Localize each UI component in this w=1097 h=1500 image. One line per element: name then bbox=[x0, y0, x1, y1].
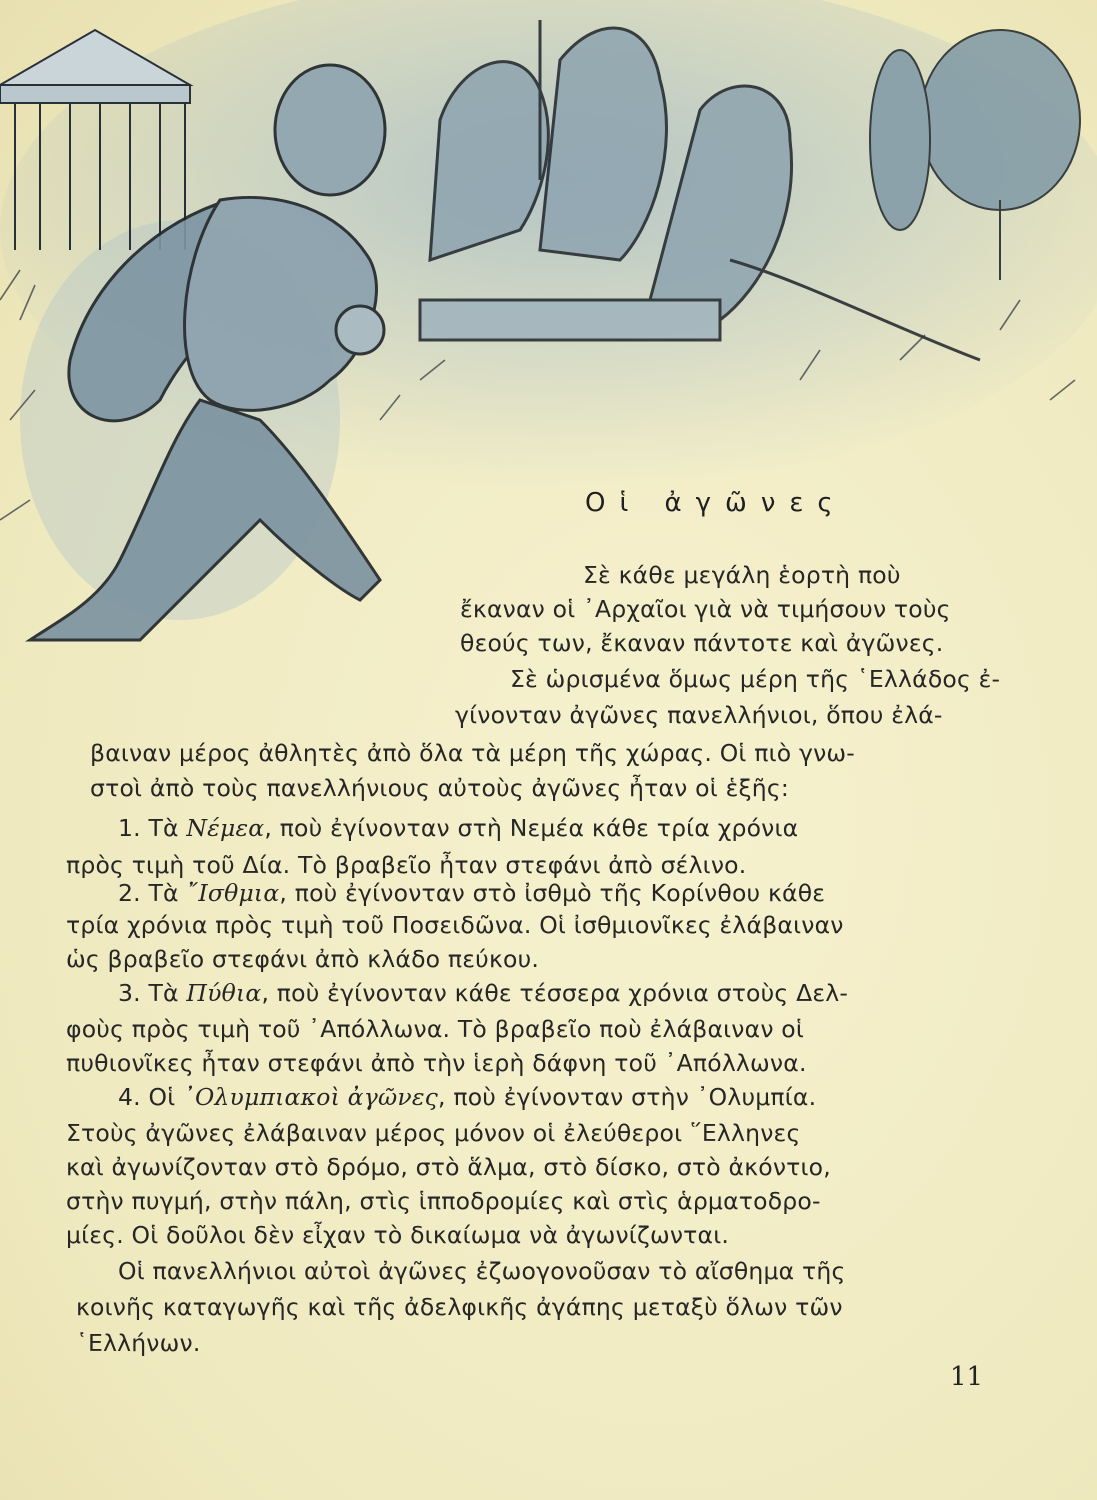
text-line: κοινῆς καταγωγῆς καὶ τῆς ἀδελφικῆς ἀγάπης μεταξὺ ὅλων τῶν bbox=[76, 1293, 843, 1321]
text-line: φοὺς πρὸς τιμὴ τοῦ ᾿Απόλλωνα. Τὸ βραβεῖο ποὺ ἐλάβαιναν οἱ bbox=[66, 1015, 805, 1043]
text-line: πυθιονῖκες ἦταν στεφάνι ἀπὸ τὴν ἱερὴ δάφνη τοῦ ᾿Απόλλωνα. bbox=[66, 1049, 807, 1077]
text-line: ὡς βραβεῖο στεφάνι ἀπὸ κλάδο πεύκου. bbox=[66, 945, 540, 973]
text-line: θεούς των, ἔκαναν πάντοτε καὶ ἀγῶνες. bbox=[460, 629, 944, 657]
text-line: ῾Ελλήνων. bbox=[76, 1329, 201, 1357]
text-line: Σὲ ὡρισμένα ὅμως μέρη τῆς ῾Ελλάδος ἐ- bbox=[510, 665, 1001, 693]
item-number: 4. Οἱ bbox=[118, 1083, 184, 1111]
list-item-nemea bbox=[118, 813, 798, 843]
text-line: Οἱ πανελλήνιοι αὐτοὶ ἀγῶνες ἐζωογονοῦσαν τὸ αἴσθημα τῆς bbox=[118, 1257, 846, 1285]
text-line: βαιναν μέρος ἀθλητὲς ἀπὸ ὅλα τὰ μέρη τῆς χώρας. Οἱ πιὸ γνω- bbox=[90, 739, 855, 767]
text-line: Σὲ κάθε μεγάλη ἑορτὴ ποὺ bbox=[583, 561, 901, 589]
item-name: ᾿Ολυμπιακοὶ ἀγῶνες bbox=[183, 1083, 438, 1111]
item-text: , ποὺ ἐγίνονταν στὸ ἰσθμὸ τῆς Κορίνθου κάθε bbox=[279, 879, 826, 907]
text-line: στοὶ ἀπὸ τοὺς πανελλήνιους αὐτοὺς ἀγῶνες ἦταν οἱ ἑξῆς: bbox=[90, 774, 789, 802]
item-name: Πύθια bbox=[186, 979, 262, 1007]
list-item-pythia bbox=[118, 978, 848, 1008]
item-number: 2. Τὰ bbox=[118, 879, 187, 907]
item-text: , ποὺ ἐγίνονταν κάθε τέσσερα χρόνια στοὺς Δελ- bbox=[261, 979, 849, 1007]
item-number: 3. Τὰ bbox=[118, 979, 187, 1007]
item-text: , ποὺ ἐγίνονταν στὴν ᾿Ολυμπία. bbox=[438, 1083, 817, 1111]
item-text: , ποὺ ἐγίνονταν στὴ Νεμέα κάθε τρία χρόνια bbox=[264, 814, 799, 842]
text-line: μίες. Οἱ δοῦλοι δὲν εἶχαν τὸ δικαίωμα νὰ ἀγωνίζωνται. bbox=[66, 1221, 730, 1249]
text-line: καὶ ἀγωνίζονταν στὸ δρόμο, στὸ ἅλμα, στὸ δίσκο, στὸ ἀκόντιο, bbox=[66, 1153, 831, 1181]
list-item-olympic bbox=[118, 1082, 816, 1112]
page-number: 11 bbox=[950, 1362, 984, 1392]
item-name: Νέμεα bbox=[186, 814, 265, 842]
text-line: τρία χρόνια πρὸς τιμὴ τοῦ Ποσειδῶνα. Οἱ ἰσθμιονῖκες ἐλάβαιναν bbox=[66, 911, 844, 939]
item-name: ῎Ισθμια bbox=[186, 879, 280, 907]
list-item-isthmia bbox=[118, 878, 825, 908]
text-line: Στοὺς ἀγῶνες ἐλάβαιναν μέρος μόνον οἱ ἐλεύθεροι ῞Ελληνες bbox=[66, 1119, 801, 1147]
page-title: Οἱ ἀγῶνες bbox=[585, 488, 847, 518]
text-line: γίνονταν ἀγῶνες πανελλήνιοι, ὅπου ἐλά- bbox=[455, 701, 943, 729]
text-line: πρὸς τιμὴ τοῦ Δία. Τὸ βραβεῖο ἦταν στεφάνι ἀπὸ σέλινο. bbox=[66, 851, 747, 879]
item-number: 1. Τὰ bbox=[118, 814, 187, 842]
text-line: ἔκαναν οἱ ᾿Αρχαῖοι γιὰ νὰ τιμήσουν τοὺς bbox=[460, 595, 951, 623]
athlete-illustration bbox=[0, 0, 1097, 660]
text-line: στὴν πυγμή, στὴν πάλη, στὶς ἱπποδρομίες καὶ στὶς ἁρματοδρο- bbox=[66, 1187, 821, 1215]
